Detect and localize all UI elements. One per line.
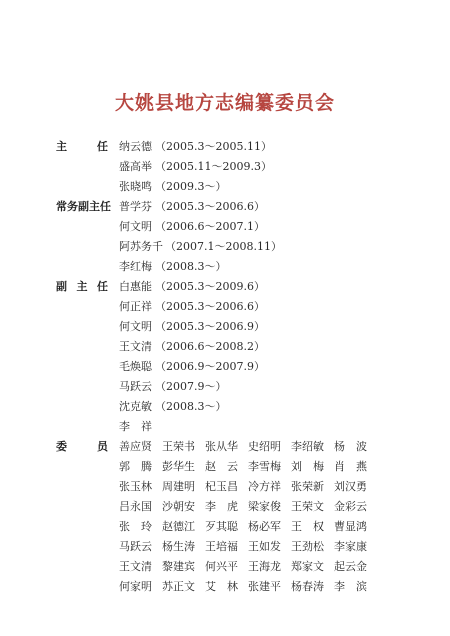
list-item <box>119 218 265 234</box>
list-item <box>119 198 265 214</box>
term-period: （2005.3～2006.9） <box>155 320 265 333</box>
member-name: 冷方祥 <box>248 480 281 493</box>
person-name: 何正祥 <box>119 300 152 313</box>
member-name: 杨 波 <box>334 440 367 453</box>
member-name: 马跃云 <box>119 540 152 553</box>
list-item <box>119 358 265 374</box>
member-name: 彭华生 <box>162 460 195 473</box>
list-item <box>119 138 272 154</box>
member-name: 张玉林 <box>119 480 152 493</box>
member-name: 张荣新 <box>291 480 324 493</box>
member-name: 杨春涛 <box>291 580 324 593</box>
member-name: 王荣书 <box>162 440 195 453</box>
list-item <box>119 318 265 334</box>
section-label-executive-deputy-director: 常务副主任 <box>56 200 111 213</box>
member-name: 王劲松 <box>291 540 324 553</box>
person-name: 马跃云 <box>119 380 152 393</box>
list-item <box>119 338 265 354</box>
section-label-deputy-director: 副 主 任 <box>56 280 108 293</box>
person-name: 李 祥 <box>119 420 152 433</box>
member-name: 王 权 <box>291 520 324 533</box>
term-period: （2005.11～2009.3） <box>155 160 272 173</box>
member-name: 李绍敏 <box>291 440 324 453</box>
list-item <box>119 418 155 434</box>
list-item <box>119 238 282 254</box>
term-period: （2008.3～） <box>155 400 227 413</box>
member-name: 起云金 <box>334 560 367 573</box>
member-name: 刘 梅 <box>291 460 324 473</box>
member-name: 梁家俊 <box>248 500 281 513</box>
member-name: 李家康 <box>334 540 367 553</box>
member-name: 沙朝安 <box>162 500 195 513</box>
term-period: （2009.3～） <box>155 180 227 193</box>
member-name: 歹其聪 <box>205 520 238 533</box>
member-name: 王文清 <box>119 560 152 573</box>
section-label-members: 委 员 <box>56 440 108 453</box>
member-name: 王培福 <box>205 540 238 553</box>
member-name: 肖 燕 <box>334 460 367 473</box>
term-period: （2008.3～） <box>155 260 227 273</box>
member-name: 李 虎 <box>205 500 238 513</box>
person-name: 阿苏务千 <box>119 240 163 253</box>
member-name: 黎建宾 <box>162 560 195 573</box>
member-name: 郭 腾 <box>119 460 152 473</box>
list-item <box>119 378 227 394</box>
member-name: 史绍明 <box>248 440 281 453</box>
person-name: 白惠能 <box>119 280 152 293</box>
list-item <box>119 298 265 314</box>
member-name: 杞玉昌 <box>205 480 238 493</box>
person-name: 张晓鸣 <box>119 180 152 193</box>
member-name: 曹显鸿 <box>334 520 367 533</box>
member-name: 周建明 <box>162 480 195 493</box>
member-name: 李雪梅 <box>248 460 281 473</box>
member-name: 何家明 <box>119 580 152 593</box>
member-name: 王如发 <box>248 540 281 553</box>
person-name: 何文明 <box>119 320 152 333</box>
member-name: 苏正文 <box>162 580 195 593</box>
member-name: 吕永国 <box>119 500 152 513</box>
member-name: 赵 云 <box>205 460 238 473</box>
section-label-director: 主 任 <box>56 140 108 153</box>
member-name: 赵德江 <box>162 520 195 533</box>
person-name: 毛焕聪 <box>119 360 152 373</box>
member-name: 李 滨 <box>334 580 367 593</box>
person-name: 何文明 <box>119 220 152 233</box>
member-name: 金彩云 <box>334 500 367 513</box>
term-period: （2006.6～2007.1） <box>155 220 265 233</box>
person-name: 普学芬 <box>119 200 152 213</box>
member-name: 艾 林 <box>205 580 238 593</box>
term-period: （2005.3～2006.6） <box>155 300 265 313</box>
term-period: （2007.1～2008.11） <box>165 240 282 253</box>
term-period: （2007.9～） <box>155 380 227 393</box>
person-name: 李红梅 <box>119 260 152 273</box>
term-period: （2006.9～2007.9） <box>155 360 265 373</box>
person-name: 沈克敏 <box>119 400 152 413</box>
member-name: 王荣文 <box>291 500 324 513</box>
member-name: 张建平 <box>248 580 281 593</box>
term-period: （2005.3～2009.6） <box>155 280 265 293</box>
list-item <box>119 158 272 174</box>
member-name: 张 玲 <box>119 520 152 533</box>
member-name: 张从华 <box>205 440 238 453</box>
person-name: 王文清 <box>119 340 152 353</box>
person-name: 纳云德 <box>119 140 152 153</box>
list-item <box>119 178 227 194</box>
list-item <box>119 258 227 274</box>
member-name: 杨生涛 <box>162 540 195 553</box>
member-name: 善应贤 <box>119 440 152 453</box>
member-name: 刘汉勇 <box>334 480 367 493</box>
list-item <box>119 278 265 294</box>
list-item <box>119 398 227 414</box>
person-name: 盛高举 <box>119 160 152 173</box>
term-period: （2006.6～2008.2） <box>155 340 265 353</box>
member-name: 王海龙 <box>248 560 281 573</box>
term-period: （2005.3～2006.6） <box>155 200 265 213</box>
member-name: 何兴平 <box>205 560 238 573</box>
term-period: （2005.3～2005.11） <box>155 140 272 153</box>
member-name: 郑家文 <box>291 560 324 573</box>
member-name: 杨必军 <box>248 520 281 533</box>
page-title: 大姚县地方志编纂委员会 <box>114 92 335 114</box>
